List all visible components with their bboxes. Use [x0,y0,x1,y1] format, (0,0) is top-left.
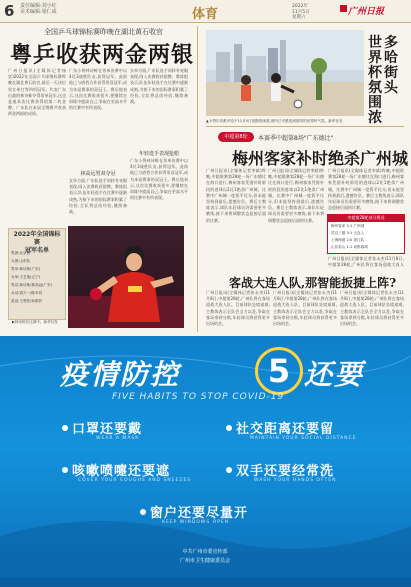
section-title: 体育 [192,7,219,22]
dalian-headline: 客战大连人队,那智能扳捷上阵? [229,276,397,290]
newspaper-logo: 广州日报 [348,7,385,17]
logo-mark-icon [340,5,347,12]
dalian-body-col1: 广州日报讯(全媒体记者张永杰)11月8日,中超第28轮,广州队将在客场迎战大连人队。目前球队处境艰难,主教练表示全队会全力以赴,争取在客场拿到分数,年轻球员将获得更多出场机会。 [206,290,270,327]
article-badge: 中超第8轮 [218,132,254,142]
edition-info: 责任编辑:刘小红 美术编辑:梁仁成 [20,3,57,15]
lead-body-col1: 广州日报讯(全媒体记者杨奕)2022年全国乒乓球锦标赛昨晚在湖北黄石收官,最后一天决出男女单打等四项冠军。代表广东出战的林诗栋夺得男单冠军,这也是他本次比赛获得的第二枚金牌。广东队在本届全锦赛共收获两金两银的成绩。 [8,68,66,117]
results-line: 女团:山东队 [11,259,31,263]
tip-windows-en: KEEP WINDOWS OPEN [162,520,230,525]
player-photo [68,226,184,328]
results-title: 2022年全国锦标赛 冠军名单 [13,231,61,254]
results-line: 女双:钱天一/陈幸同 [11,291,43,295]
ad-sponsor-2: 广州市卫生健康委员会 [179,558,230,564]
lead-headline: 粤乒收获两金两银 [10,42,195,68]
standings-title: 中超第28轮部分赛况 [327,214,405,222]
tip-wash-en: WASH YOUR HANDS OFTEN [254,478,337,483]
lead-subhead-2: 年轻选手表现抢眼 [138,151,179,157]
results-line: 男双:林诗栋/林高远(广东) [11,283,53,287]
lead-body-col3b: 广东小将林诗栋在男单决赛中以4比3战胜队友,获得冠军。此前他已与搭档合作获得男双冠军,成为本届赛事的双冠王。赛后他表示,这次比赛收获很多,要继续在训练中提高自己,争取在更高水平的比赛中有所表现。 [130,158,188,201]
standings-row: 武汉三镇 3:1 大连人 [331,231,365,235]
ad-subtitle: FIVE HABITS TO STOP COVID-19 [112,392,285,402]
tip-cough: 咳嗽喷嚏还要遮 [72,464,171,479]
bullet-icon [62,467,68,473]
ad-title-suffix: 还要 [304,358,365,391]
standings-row: 山东泰山 1:1 成都蓉城 [331,245,368,249]
bullet-icon [226,467,232,473]
results-line: 男团:北京队 [11,251,31,255]
dalian-body-col3: 广州日报讯(全媒体记者张永杰)11月8日,中超第28轮,广州队将在客场迎战大连人队。目前球队处境艰难,主教练表示全队会全力以赴,争取在客场拿到分数,年轻球员将获得更多出场机会。 [340,290,404,327]
tip-wash: 双手还要经常洗 [236,464,335,479]
tip-mask: 口罩还要戴 [72,422,143,437]
feature-title-col2: 世界杯氛围浓 [368,35,382,126]
tip-cough-en: COVER YOUR COUGHS AND SNEEZES [78,478,192,483]
page-number: 6 [4,2,15,20]
feature-title-col1: 多哈街头 [384,35,398,96]
guangzhou-body-col1: 广州日报讯(全媒体记者李斌)昨晚,中超联赛第28轮一场广东德比在海口进行,梅州客家凭借补时阶段的进球以2比1绝杀广州城。比赛中广州城一度扳平比分,但未能坚持到最后,遗憾告负。赛后主教练表示,球队年轻球员仍需要更多磨练,接下来将调整状态迎接后面的比赛。 [206,168,266,223]
footer-bar [0,578,411,587]
tip-mask-en: WEAR A MASK [96,436,140,441]
results-line: 男单:林诗栋(广东) [11,267,41,271]
ad-title: 疫情防控 [60,358,181,391]
bullet-icon [226,425,232,431]
standings-row: 上海海港 2:0 浙江队 [331,238,365,242]
ad-footer [150,548,260,566]
lead-subhead-1: 林高远男双夺冠 [80,171,116,177]
bullet-icon [62,425,68,431]
lead-body-col3: 女单方面,广东队选手同样有亮眼表现,闯入决赛收获银牌。教练组表示,队伍年轻选手在比赛中逐渐成熟,为接下来的国际赛事积累了经验,全队将总结经验,继续备战。 [130,68,188,105]
column-divider [197,26,198,332]
article-tag: 本赛季中超第8场"广东德比" [258,135,334,142]
dalian-body-col2: 广州日报讯(全媒体记者张永杰)11月8日,中超第28轮,广州队将在客场迎战大连人队。目前球队处境艰难,主教练表示全队会全力以赴,争取在客场拿到分数,年轻球员将获得更多出场机会。 [273,290,337,327]
ad-sponsor-1: 中共广州市委宣传部 [182,549,228,555]
standings-row: 梅州客家 2:1 广州城 [331,224,365,228]
player-photo-caption: ▶林诗栋在比赛中。新华社发 [12,320,58,324]
tip-windows: 窗户还要尽量开 [150,506,249,521]
guangzhou-body-col3: 广州日报讯(全媒体记者李斌)昨晚,中超联赛第28轮一场广东德比在海口进行,梅州客家凭借补时阶段的进球以2比1绝杀广州城。比赛中广州城一度扳平比分,但未能坚持到最后,遗憾告负。赛后主教练表示,球队年轻球员仍需要更多磨练,接下来将调整状态迎接后面的比赛。 [328,168,404,211]
results-line: 混双:王楚钦/孙颖莎 [11,299,43,303]
lead-body-col2: 广东小将林诗栋在男单决赛中以4比3战胜队友,获得冠军。此前他已与搭档合作获得男双冠军,成为本届赛事的双冠王。赛后他表示,这次比赛收获很多,要继续在训练中提高自己,争取在更高水平的比赛中有所表现。 [69,68,127,111]
section-divider [206,126,404,127]
guangzhou-body-col3b: 广州日报讯(全媒体记者张永杰)11月8日,中超第28轮,广州队将在客场迎战大连人 [328,256,404,268]
lead-body-col2b: 女单方面,广东队选手同样有亮眼表现,闯入决赛收获银牌。教练组表示,队伍年轻选手在比赛中逐渐成熟,为接下来的国际赛事积累了经验,全队将总结经验,继续备战。 [69,178,127,215]
results-line: 女单:王艺迪(辽宁) [11,275,41,279]
bullet-icon [140,509,146,515]
tip-distance-en: MAINTAIN YOUR SOCIAL DISTANCE [250,436,357,441]
guangzhou-headline: 梅州客家补时绝杀广州城 [232,149,409,168]
tip-distance: 社交距离还要留 [236,422,335,437]
ad-number-badge: 5 [255,347,303,395]
feature-caption: ▲卡塔尔首都多哈于11月5日拍摄的画面,城内已可感受到浓浓的世界杯气氛。新华社发 [206,119,343,123]
lead-kicker: 全国乒乓球锦标赛昨晚在湖北黄石收官 [44,28,163,36]
guangzhou-body-col2: 广州日报讯(全媒体记者李斌)昨晚,中超联赛第28轮一场广东德比在海口进行,梅州客家凭借补时阶段的进球以2比1绝杀广州城。比赛中广州城一度扳平比分,但未能坚持到最后,遗憾告负。赛后主教练表示,球队年轻球员仍需要更多磨练,接下来将调整状态迎接后面的比赛。 [268,168,324,223]
date-info: 2022年 11月5日 星期六 [292,4,310,20]
doha-photo [206,30,364,116]
